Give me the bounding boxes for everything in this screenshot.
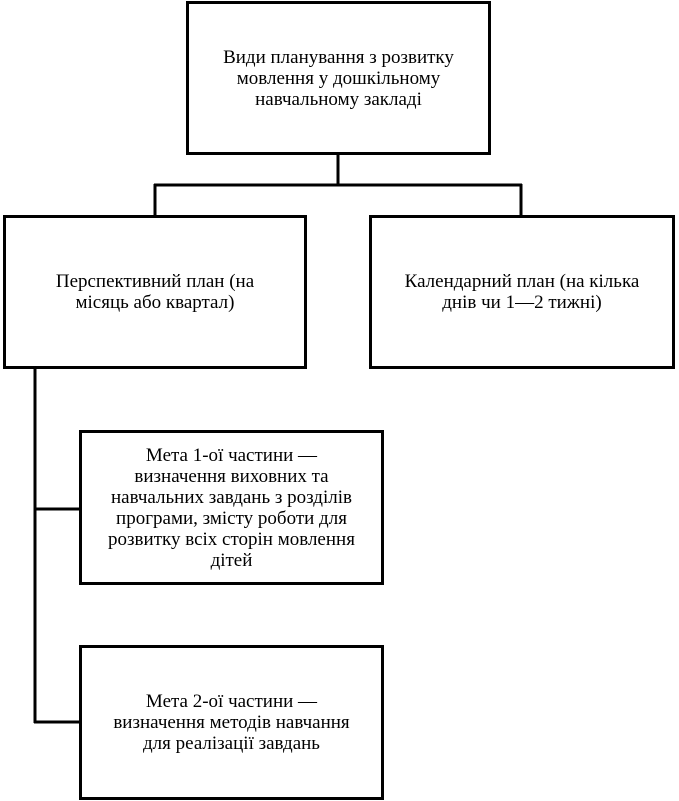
root-text	[223, 47, 454, 110]
perspective-plan-text	[56, 271, 254, 313]
part1-goal-line: розвитку всіх сторін мовлення	[108, 528, 355, 550]
root-line: Види планування з розвитку	[223, 46, 454, 68]
perspective-plan-line: Перспективний план (на	[55, 271, 255, 292]
part1-goal-line: програми, змісту роботи для	[116, 507, 347, 529]
calendar-plan-line: Календарний план (на кілька	[404, 271, 640, 292]
calendar-plan-box	[369, 215, 675, 369]
part2-goal-line: визначення методів навчання	[113, 712, 350, 733]
calendar-plan-text	[405, 271, 640, 313]
root-line: навчальному закладі	[255, 88, 422, 110]
part1-goal-line: Мета 1-ої частини —	[145, 444, 318, 466]
perspective-plan-line: місяць або квартал)	[75, 292, 235, 313]
part2-goal-line: Мета 2-ої частини —	[145, 691, 318, 712]
part1-goal-text	[108, 445, 355, 571]
root-line: мовлення у дошкільному	[236, 67, 441, 89]
part2-goal-box	[79, 645, 384, 800]
part1-goal-line: дітей	[210, 549, 253, 571]
perspective-plan-box	[3, 215, 307, 369]
part1-goal-line: навчальних завдань з розділів	[111, 486, 352, 508]
part1-goal-box	[79, 430, 384, 585]
calendar-plan-line: днів чи 1—2 тижні)	[442, 292, 602, 313]
part1-goal-line: визначення виховних та	[134, 465, 329, 487]
part2-goal-line: для реалізації завдань	[143, 733, 320, 754]
root-box	[186, 1, 491, 155]
part2-goal-text	[113, 691, 349, 754]
